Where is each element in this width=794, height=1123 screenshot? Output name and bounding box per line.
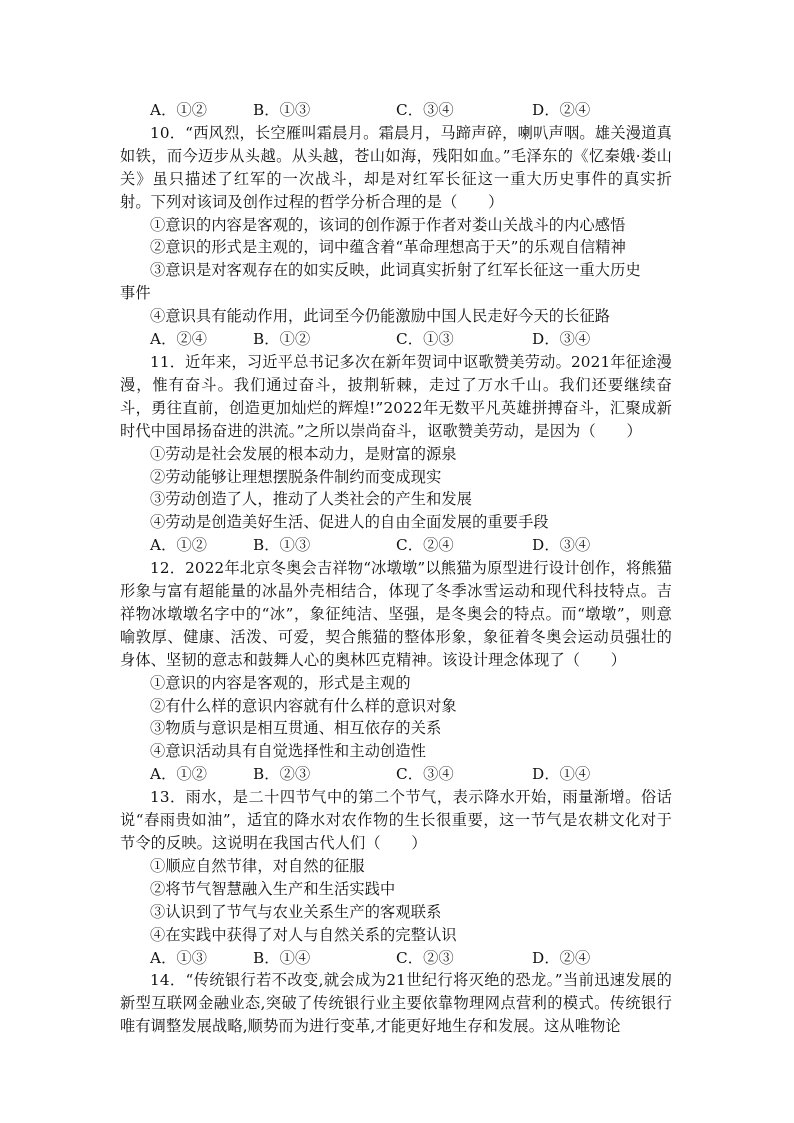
prev-answer-choices: [120, 99, 672, 122]
choice-c: C．①③: [396, 330, 454, 349]
choice-a: A．①③: [150, 948, 208, 967]
question-10-choices: [120, 328, 672, 351]
choice-c: C．③④: [396, 765, 454, 784]
question-11-option-2: ②劳动能够让理想摆脱条件制约而变成现实: [150, 467, 442, 486]
question-13-option-4: ④在实践中获得了对人与自然关系的完整认识: [150, 925, 457, 944]
choice-d: D．③④: [532, 330, 591, 349]
question-12-option-2: ②有什么样的意识内容就有什么样的意识对象: [150, 696, 457, 715]
question-11-choices: [120, 534, 672, 557]
exam-page: [120, 99, 672, 1038]
question-10-option-2: ②意识的形式是主观的，词中蕴含着“革命理想高于天”的乐观自信精神: [150, 238, 626, 257]
question-10-option-3: ③意识是对客观存在的如实反映，此词真实折射了红军长征这一重大历史: [150, 261, 641, 280]
question-12-option-3: ③物质与意识是相互贯通、相互依存的关系: [150, 719, 442, 738]
question-11-option-1: ①劳动是社会发展的根本动力，是财富的源泉: [150, 444, 457, 463]
choice-a: A．①②: [150, 101, 208, 119]
question-13-option-2: ②将节气智慧融入生产和生活实践中: [150, 879, 396, 898]
question-14-stem: 14．“传统银行若不改变,就会成为21世纪行将灭绝的恐龙。”当前迅速发展的新型互联网金融业态,突破了传统银行业主要依靠物理网点营利的模式。传统银行唯有调整发展战略,顺势而为进行变革,才能更好地生存和发展。这从唯物论: [120, 971, 672, 1036]
question-10-option-3-continued: 事件: [120, 284, 151, 303]
choice-d: D．②④: [532, 101, 591, 119]
question-11-stem: 11．近年来，习近平总书记多次在新年贺词中讴歌赞美劳动。2021年征途漫漫，惟有奋斗。我们通过奋斗，披荆斩棘，走过了万水千山。我们还要继续奋斗，勇往直前，创造更加灿烂的辉煌!”2022年无数平凡英雄拼搏奋斗，汇聚成新时代中国昂扬奋进的洪流。”之所以崇尚奋斗，讴歌赞美劳动，是因为（ ）: [120, 352, 672, 440]
choice-c: C．②③: [396, 948, 454, 967]
question-12-stem: 12．2022年北京冬奥会吉祥物“冰墩墩”以熊猫为原型进行设计创作，将熊猫形象与富有超能量的冰晶外壳相结合，体现了冬季冰雪运动和现代科技特点。吉祥物冰墩墩名字中的“冰”，象征纯洁、坚强，是冬奥会的特点。而“墩墩”，则意喻敦厚、健康、活泼、可爱，契合熊猫的整体形象，象征着冬奥会运动员强壮的身体、坚韧的意志和鼓舞人心的奥林匹克精神。该设计理念体现了（ ）: [120, 559, 672, 669]
question-12-choices: [120, 763, 672, 786]
question-13-option-1: ①顺应自然节律，对自然的征服: [150, 856, 365, 875]
choice-a: A．①②: [150, 536, 208, 555]
question-13-stem: 13．雨水，是二十四节气中的第二个节气，表示降水开始，雨量渐增。俗话说“春雨贵如油”，适宜的降水对农作物的生长很重要，这一节气是农耕文化对于节令的反映。这说明在我国古代人们（ ）: [120, 788, 672, 852]
choice-c: C．③④: [396, 101, 454, 119]
question-10-option-4: ④意识具有能动作用，此词至今仍能激励中国人民走好今天的长征路: [150, 307, 611, 326]
choice-a: A．①②: [150, 765, 208, 784]
choice-d: D．②④: [532, 948, 591, 967]
choice-d: D．③④: [532, 536, 591, 555]
question-11-option-4: ④劳动是创造美好生活、促进人的自由全面发展的重要手段: [150, 513, 549, 532]
question-11-option-3: ③劳动创造了人，推动了人类社会的产生和发展: [150, 490, 473, 509]
question-12-option-4: ④意识活动具有自觉选择性和主动创造性: [150, 742, 427, 761]
question-13-choices: [120, 947, 672, 970]
question-10-option-1: ①意识的内容是客观的，该词的创作源于作者对娄山关战斗的内心感悟: [150, 215, 626, 234]
choice-b: B．①②: [253, 330, 311, 349]
choice-a: A．②④: [150, 330, 208, 349]
question-13-option-3: ③认识到了节气与农业关系生产的客观联系: [150, 902, 442, 921]
choice-b: B．②③: [253, 765, 311, 784]
choice-b: B．①④: [253, 948, 311, 967]
question-12-option-1: ①意识的内容是客观的，形式是主观的: [150, 673, 411, 692]
choice-c: C．②④: [396, 536, 454, 555]
choice-b: B．①③: [253, 101, 311, 119]
question-10-stem: 10．“西风烈，长空雁叫霜晨月。霜晨月，马蹄声碎，喇叭声咽。雄关漫道真如铁，而今迈步从头越。从头越，苍山如海，残阳如血。”毛泽东的《忆秦娥·娄山关》虽只描述了红军的一次战斗，却是对红军长征这一重大历史事件的真实折射。下列对该词及创作过程的哲学分析合理的是（ ）: [120, 123, 672, 211]
choice-b: B．①③: [253, 536, 311, 555]
choice-d: D．①④: [532, 765, 591, 784]
